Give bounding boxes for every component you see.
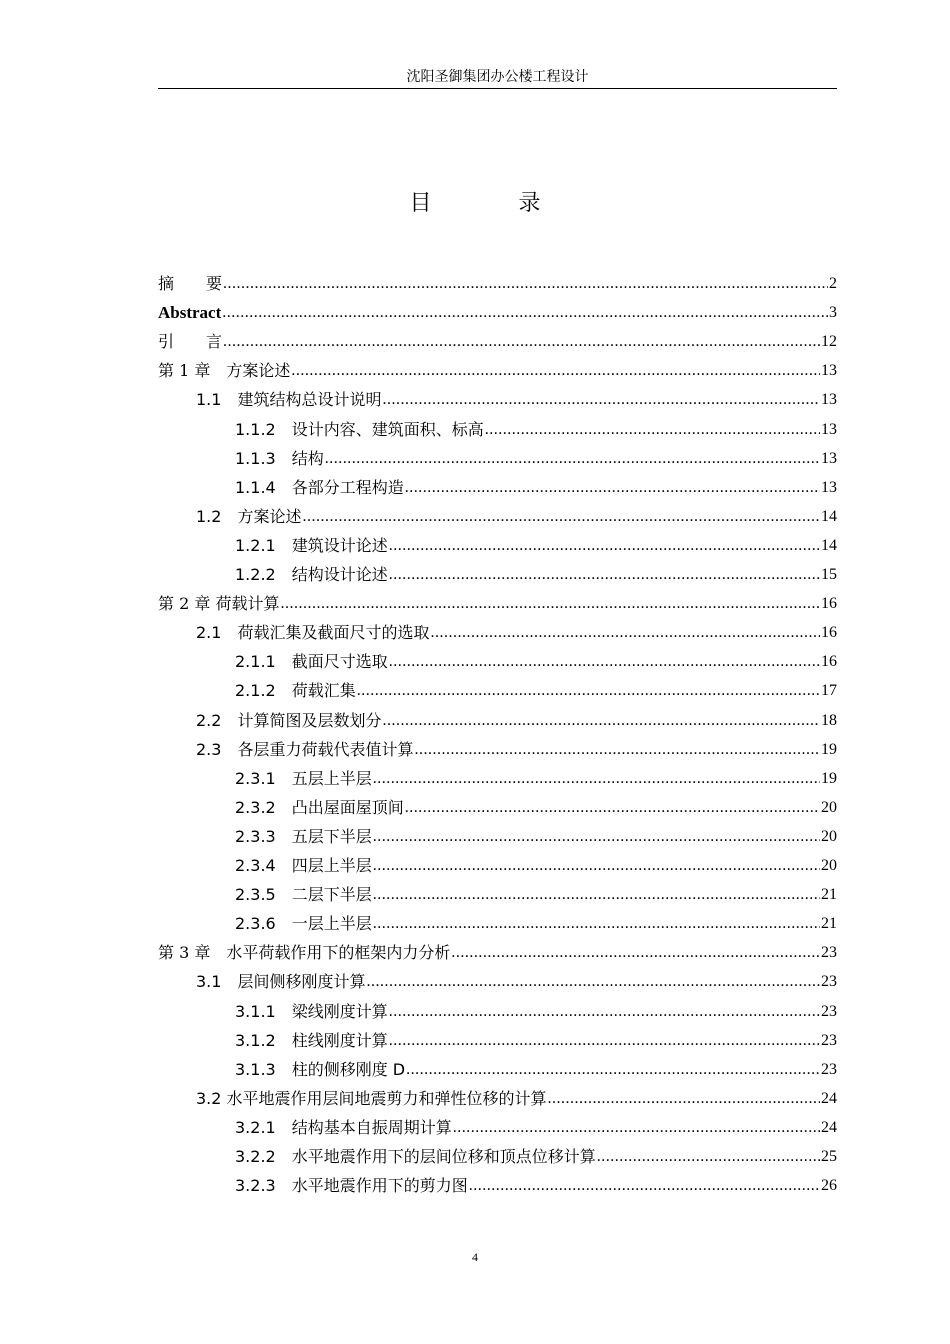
toc-entry[interactable] xyxy=(158,675,837,701)
toc-entry-label: 2.1.2 荷载汇集 xyxy=(235,681,356,701)
toc-entry-page: 12 xyxy=(821,333,837,351)
toc-leader-dots xyxy=(366,972,820,992)
toc-entry[interactable] xyxy=(158,908,837,934)
toc-entry[interactable] xyxy=(158,966,837,992)
toc-entry[interactable] xyxy=(158,1083,837,1109)
toc-entry-page: 24 xyxy=(821,1089,837,1107)
toc-entry-label: 1.2.2 结构设计论述 xyxy=(235,565,388,584)
toc-entry-page: 13 xyxy=(821,362,837,380)
toc-entry-label: 3.1 层间侧移刚度计算 xyxy=(196,972,366,992)
toc-entry-page: 21 xyxy=(821,915,837,933)
toc-entry-label: 2.3.3 五层下半层 xyxy=(235,826,372,846)
toc-leader-dots xyxy=(453,1118,820,1138)
toc-entry-page: 16 xyxy=(821,624,837,642)
toc-entry-label: 引 言 xyxy=(158,332,223,352)
toc-entry-label: 第 2 章 荷载计算 xyxy=(158,594,280,614)
toc-entry[interactable] xyxy=(158,384,837,410)
toc-entry-page: 23 xyxy=(821,1031,837,1049)
toc-entry-label: 第 3 章 水平荷载作用下的框架内力分析 xyxy=(158,943,451,963)
toc-entry[interactable] xyxy=(158,1112,837,1138)
toc-entry-page: 16 xyxy=(821,653,837,671)
toc-entry-label: 1.1.2 设计内容、建筑面积、标高 xyxy=(235,419,484,439)
toc-entry[interactable] xyxy=(158,472,837,498)
toc-entry[interactable] xyxy=(158,355,837,381)
toc-leader-dots xyxy=(382,711,820,731)
toc-entry[interactable] xyxy=(158,559,837,585)
toc-leader-dots xyxy=(382,390,820,410)
toc-leader-dots xyxy=(389,565,820,585)
toc-entry-page: 13 xyxy=(821,420,837,438)
toc-entry-page: 21 xyxy=(821,886,837,904)
toc-entry-page: 17 xyxy=(821,682,837,700)
toc-leader-dots xyxy=(291,361,820,381)
toc-leader-dots xyxy=(597,1147,820,1167)
toc-entry[interactable] xyxy=(158,414,837,440)
toc-entry-label: 3.2.2 水平地震作用下的层间位移和顶点位移计算 xyxy=(235,1147,596,1166)
toc-entry[interactable] xyxy=(158,850,837,876)
toc-leader-dots xyxy=(451,943,820,963)
toc-entry-label: 2.2 计算简图及层数划分 xyxy=(196,710,382,730)
toc-entry-label: 2.3 各层重力荷载代表值计算 xyxy=(196,739,414,759)
toc-leader-dots xyxy=(357,681,820,701)
toc-entry[interactable] xyxy=(158,326,837,352)
toc-entry-page: 20 xyxy=(821,798,837,816)
toc-entry-label: 3.1.1 梁线刚度计算 xyxy=(235,1001,388,1021)
toc-entry-page: 24 xyxy=(821,1118,837,1136)
toc-entry-label: Abstract xyxy=(158,303,222,323)
toc-entry[interactable] xyxy=(158,821,837,847)
toc-entry-label: 第 1 章 方案论述 xyxy=(158,361,291,381)
toc-leader-dots xyxy=(414,740,820,760)
toc-entry[interactable] xyxy=(158,996,837,1022)
toc-entry[interactable] xyxy=(158,1025,837,1051)
toc-entry-page: 23 xyxy=(821,1060,837,1078)
toc-entry-label: 2.3.2 凸出屋面屋顶间 xyxy=(235,797,404,817)
toc-entry[interactable] xyxy=(158,588,837,614)
toc-entry[interactable] xyxy=(158,763,837,789)
toc-leader-dots xyxy=(302,507,820,527)
toc-leader-dots xyxy=(485,420,820,440)
toc-leader-dots xyxy=(406,1060,820,1080)
toc-entry[interactable] xyxy=(158,1141,837,1167)
toc-entry-page: 13 xyxy=(821,478,837,496)
toc-leader-dots xyxy=(469,1176,820,1196)
toc-entry[interactable] xyxy=(158,646,837,672)
toc-entry[interactable] xyxy=(158,617,837,643)
toc-leader-dots xyxy=(223,332,820,352)
toc-entry-page: 3 xyxy=(829,304,837,322)
toc-entry-label: 3.2.1 结构基本自振周期计算 xyxy=(235,1117,452,1137)
toc-entry-label: 2.1.1 截面尺寸选取 xyxy=(235,652,388,672)
toc-entry[interactable] xyxy=(158,530,837,556)
toc-entry-label: 2.1 荷载汇集及截面尺寸的选取 xyxy=(196,623,430,643)
toc-entry[interactable] xyxy=(158,501,837,527)
toc-entry-page: 19 xyxy=(821,769,837,787)
page-number: 4 xyxy=(472,1250,478,1264)
toc-entry-label: 1.2 方案论述 xyxy=(196,506,302,526)
toc-entry-page: 23 xyxy=(821,944,837,962)
toc-entry-label: 2.3.6 一层上半层 xyxy=(235,914,372,934)
toc-entry-label: 2.3.1 五层上半层 xyxy=(235,768,372,788)
toc-leader-dots xyxy=(430,623,820,643)
toc-entry-label: 3.2.3 水平地震作用下的剪力图 xyxy=(235,1176,468,1196)
toc-leader-dots xyxy=(389,1031,820,1051)
toc-entry-label: 2.3.5 二层下半层 xyxy=(235,885,372,905)
toc-leader-dots xyxy=(280,594,820,614)
toc-entry-page: 14 xyxy=(821,536,837,554)
toc-leader-dots xyxy=(373,856,820,876)
toc-leader-dots xyxy=(405,478,820,498)
toc-leader-dots xyxy=(325,449,820,469)
toc-entry-label: 3.2 水平地震作用层间地震剪力和弹性位移的计算 xyxy=(196,1088,547,1108)
toc-entry-page: 26 xyxy=(821,1177,837,1195)
toc-entry-page: 18 xyxy=(821,711,837,729)
toc-leader-dots xyxy=(223,274,828,294)
toc-entry-label: 1.1.4 各部分工程构造 xyxy=(235,477,404,497)
toc-entry-label: 1.1 建筑结构总设计说明 xyxy=(196,390,382,410)
toc-entry-page: 15 xyxy=(821,566,837,583)
toc-entry[interactable] xyxy=(158,879,837,905)
running-header: 沈阳圣御集团办公楼工程设计 xyxy=(158,66,837,89)
toc-entry[interactable] xyxy=(158,443,837,469)
toc-entry-page: 14 xyxy=(821,507,837,525)
toc-entry-page: 16 xyxy=(821,595,837,613)
toc-entry[interactable] xyxy=(158,297,837,323)
toc-entry[interactable] xyxy=(158,268,837,294)
toc-leader-dots xyxy=(389,1002,820,1022)
toc-entry[interactable] xyxy=(158,1170,837,1196)
toc-leader-dots xyxy=(389,536,820,556)
toc-entry-label: 3.1.2 柱线刚度计算 xyxy=(235,1030,388,1050)
toc-entry-page: 19 xyxy=(821,740,837,758)
toc-entry-page: 23 xyxy=(821,1002,837,1020)
toc-entry-page: 13 xyxy=(821,391,837,409)
toc-entry[interactable] xyxy=(158,937,837,963)
toc-leader-dots xyxy=(373,827,820,847)
toc-leader-dots xyxy=(373,769,820,789)
toc-entry-label: 2.3.4 四层上半层 xyxy=(235,856,372,875)
page-title: 目 录 xyxy=(409,191,581,216)
toc-leader-dots xyxy=(373,914,820,934)
toc-leader-dots xyxy=(373,885,820,905)
toc-entry[interactable] xyxy=(158,1054,837,1080)
toc-leader-dots xyxy=(405,798,820,818)
toc-entry[interactable] xyxy=(158,734,837,760)
toc-entry-page: 25 xyxy=(821,1148,837,1165)
toc-entry-page: 2 xyxy=(829,275,837,292)
toc-entry-label: 摘 要 xyxy=(158,274,223,293)
toc-leader-dots xyxy=(389,652,820,672)
toc-entry-page: 13 xyxy=(821,449,837,467)
toc-entry[interactable] xyxy=(158,792,837,818)
toc-leader-dots xyxy=(222,303,828,323)
toc-entry-label: 1.1.3 结构 xyxy=(235,448,324,468)
toc-entry-label: 1.2.1 建筑设计论述 xyxy=(235,535,388,555)
toc-entry-page: 20 xyxy=(821,857,837,874)
toc-entry[interactable] xyxy=(158,705,837,731)
toc-leader-dots xyxy=(548,1089,820,1109)
toc-entry-label: 3.1.3 柱的侧移刚度 D xyxy=(235,1059,406,1079)
toc-entry-page: 23 xyxy=(821,973,837,991)
toc-entry-page: 20 xyxy=(821,827,837,845)
